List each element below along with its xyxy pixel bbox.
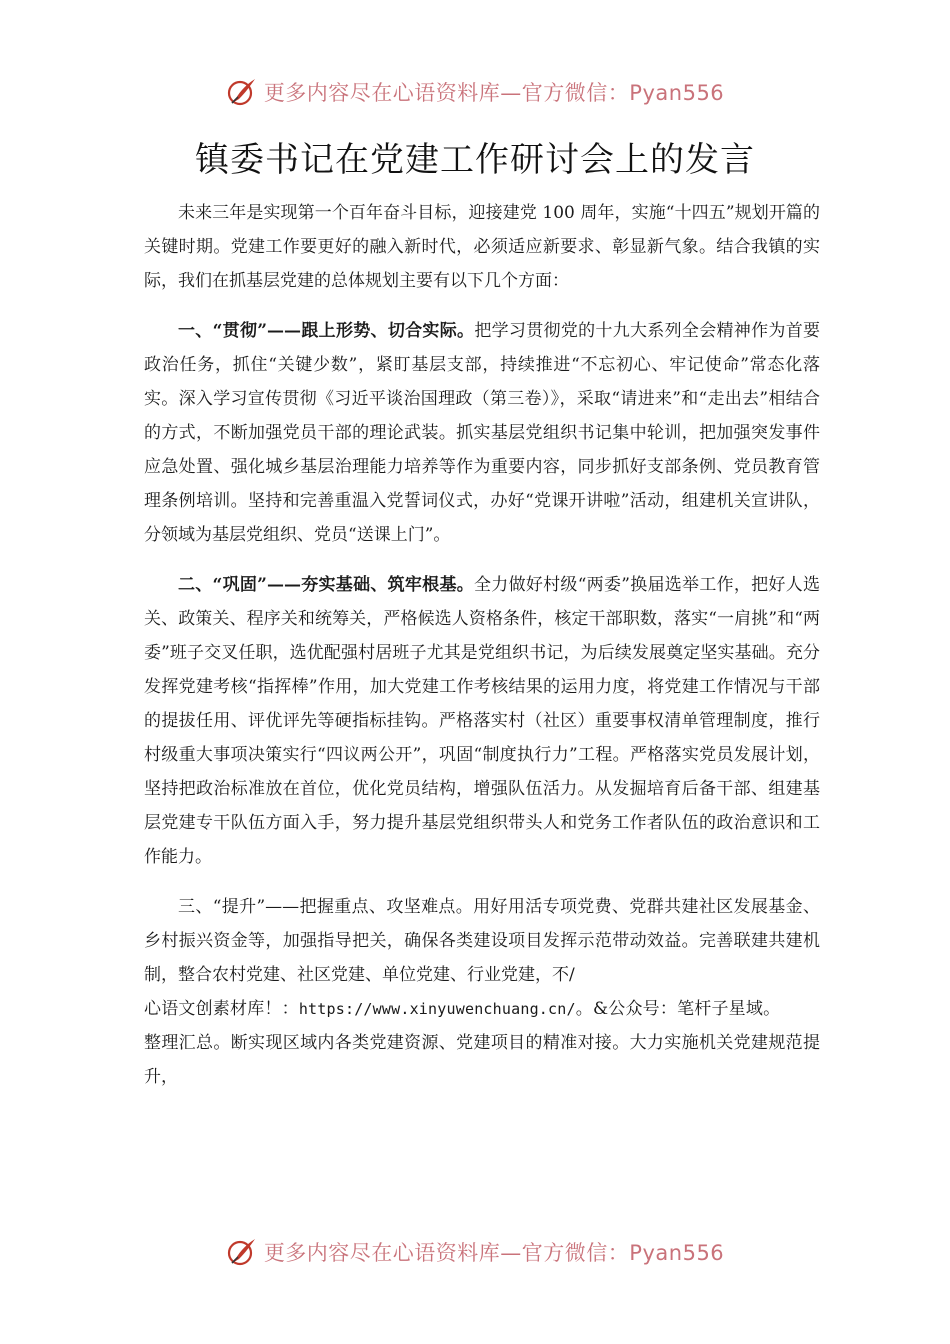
section-3-paragraph: 三、“提升”——把握重点、攻坚难点。用好用活专项党费、党群共建社区发展基金、乡村振兴资金等，加强指导把关，确保各类建设项目发挥示范带动效益。完善联建共建机制，整合农村党建、社区党建、单位党建、行业党建，不/ <box>144 897 820 985</box>
section-2-paragraph <box>144 568 820 874</box>
promo-paragraph <box>144 992 820 1094</box>
promo-suffix: 。&公众号：笔杆子星域。 <box>575 999 781 1019</box>
document-title: 镇委书记在党建工作研讨会上的发言 <box>195 140 755 180</box>
header-banner <box>0 72 950 112</box>
quill-pen-logo-icon <box>226 76 258 108</box>
promo-line <box>144 992 820 1026</box>
intro-paragraph: 未来三年是实现第一个百年奋斗目标，迎接建党 100 周年，实施“十四五”规划开篇的关键时期。党建工作要更好的融入新时代，必须适应新要求、彰显新气象。结合我镇的实际，我们在抓基层党建的总体规划主要有以下几个方面： <box>144 203 820 291</box>
footer-banner <box>0 1232 950 1272</box>
quill-pen-logo-icon <box>226 1236 258 1268</box>
section-1-heading: 一、“贯彻”——跟上形势、切合实际。 <box>178 321 475 341</box>
header-banner-text: 更多内容尽在心语资料库—官方微信：Pyan556 <box>263 81 725 105</box>
promo-url: https://www.xinyuwenchuang.cn/ <box>298 1000 576 1018</box>
section-1-paragraph <box>144 314 820 552</box>
document-body <box>144 196 820 1094</box>
promo-prefix: 心语文创素材库！： <box>144 999 299 1019</box>
section-2-heading: 二、“巩固”——夯实基础、筑牢根基。 <box>178 575 475 595</box>
section-2-body: 全力做好村级“两委”换届选举工作，把好人选关、政策关、程序关和统筹关，严格候选人资格条件，核定干部职数，落实“一肩挑”和“两委”班子交叉任职，选优配强村居班子尤其是党组织书记，为后续发展奠定坚实基础。充分发挥党建考核“指挥棒”作用，加大党建工作考核结果的运用力度，将党建工作情况与干部的提拔任用、评优评先等硬指标挂钩。严格落实村（社区）重要事权清单管理制度，推行村级重大事项决策实行“四议两公开”，巩固“制度执行力”工程。严格落实党员发展计划，坚持把政治标准放在首位，优化党员结构，增强队伍活力。从发掘培育后备干部、组建基层党建专干队伍方面入手，努力提升基层党组织带头人和党务工作者队伍的政治意识和工作能力。 <box>144 575 820 867</box>
footer-banner-text: 更多内容尽在心语资料库—官方微信：Pyan556 <box>263 1241 725 1265</box>
section-3-tail: 整理汇总。断实现区域内各类党建资源、党建项目的精准对接。大力实施机关党建规范提升， <box>144 1033 820 1087</box>
section-1-body: 把学习贯彻党的十九大系列全会精神作为首要政治任务，抓住“关键少数”，紧盯基层支部，持续推进“不忘初心、牢记使命”常态化落实。深入学习宣传贯彻《习近平谈治国理政（第三卷）》，采取“请进来”和“走出去”相结合的方式，不断加强党员干部的理论武装。抓实基层党组织书记集中轮训，把加强突发事件应急处置、强化城乡基层治理能力培养等作为重要内容，同步抓好支部条例、党员教育管理条例培训。坚持和完善重温入党誓词仪式，办好“党课开讲啦”活动，组建机关宣讲队，分领域为基层党组织、党员“送课上门”。 <box>144 321 820 545</box>
